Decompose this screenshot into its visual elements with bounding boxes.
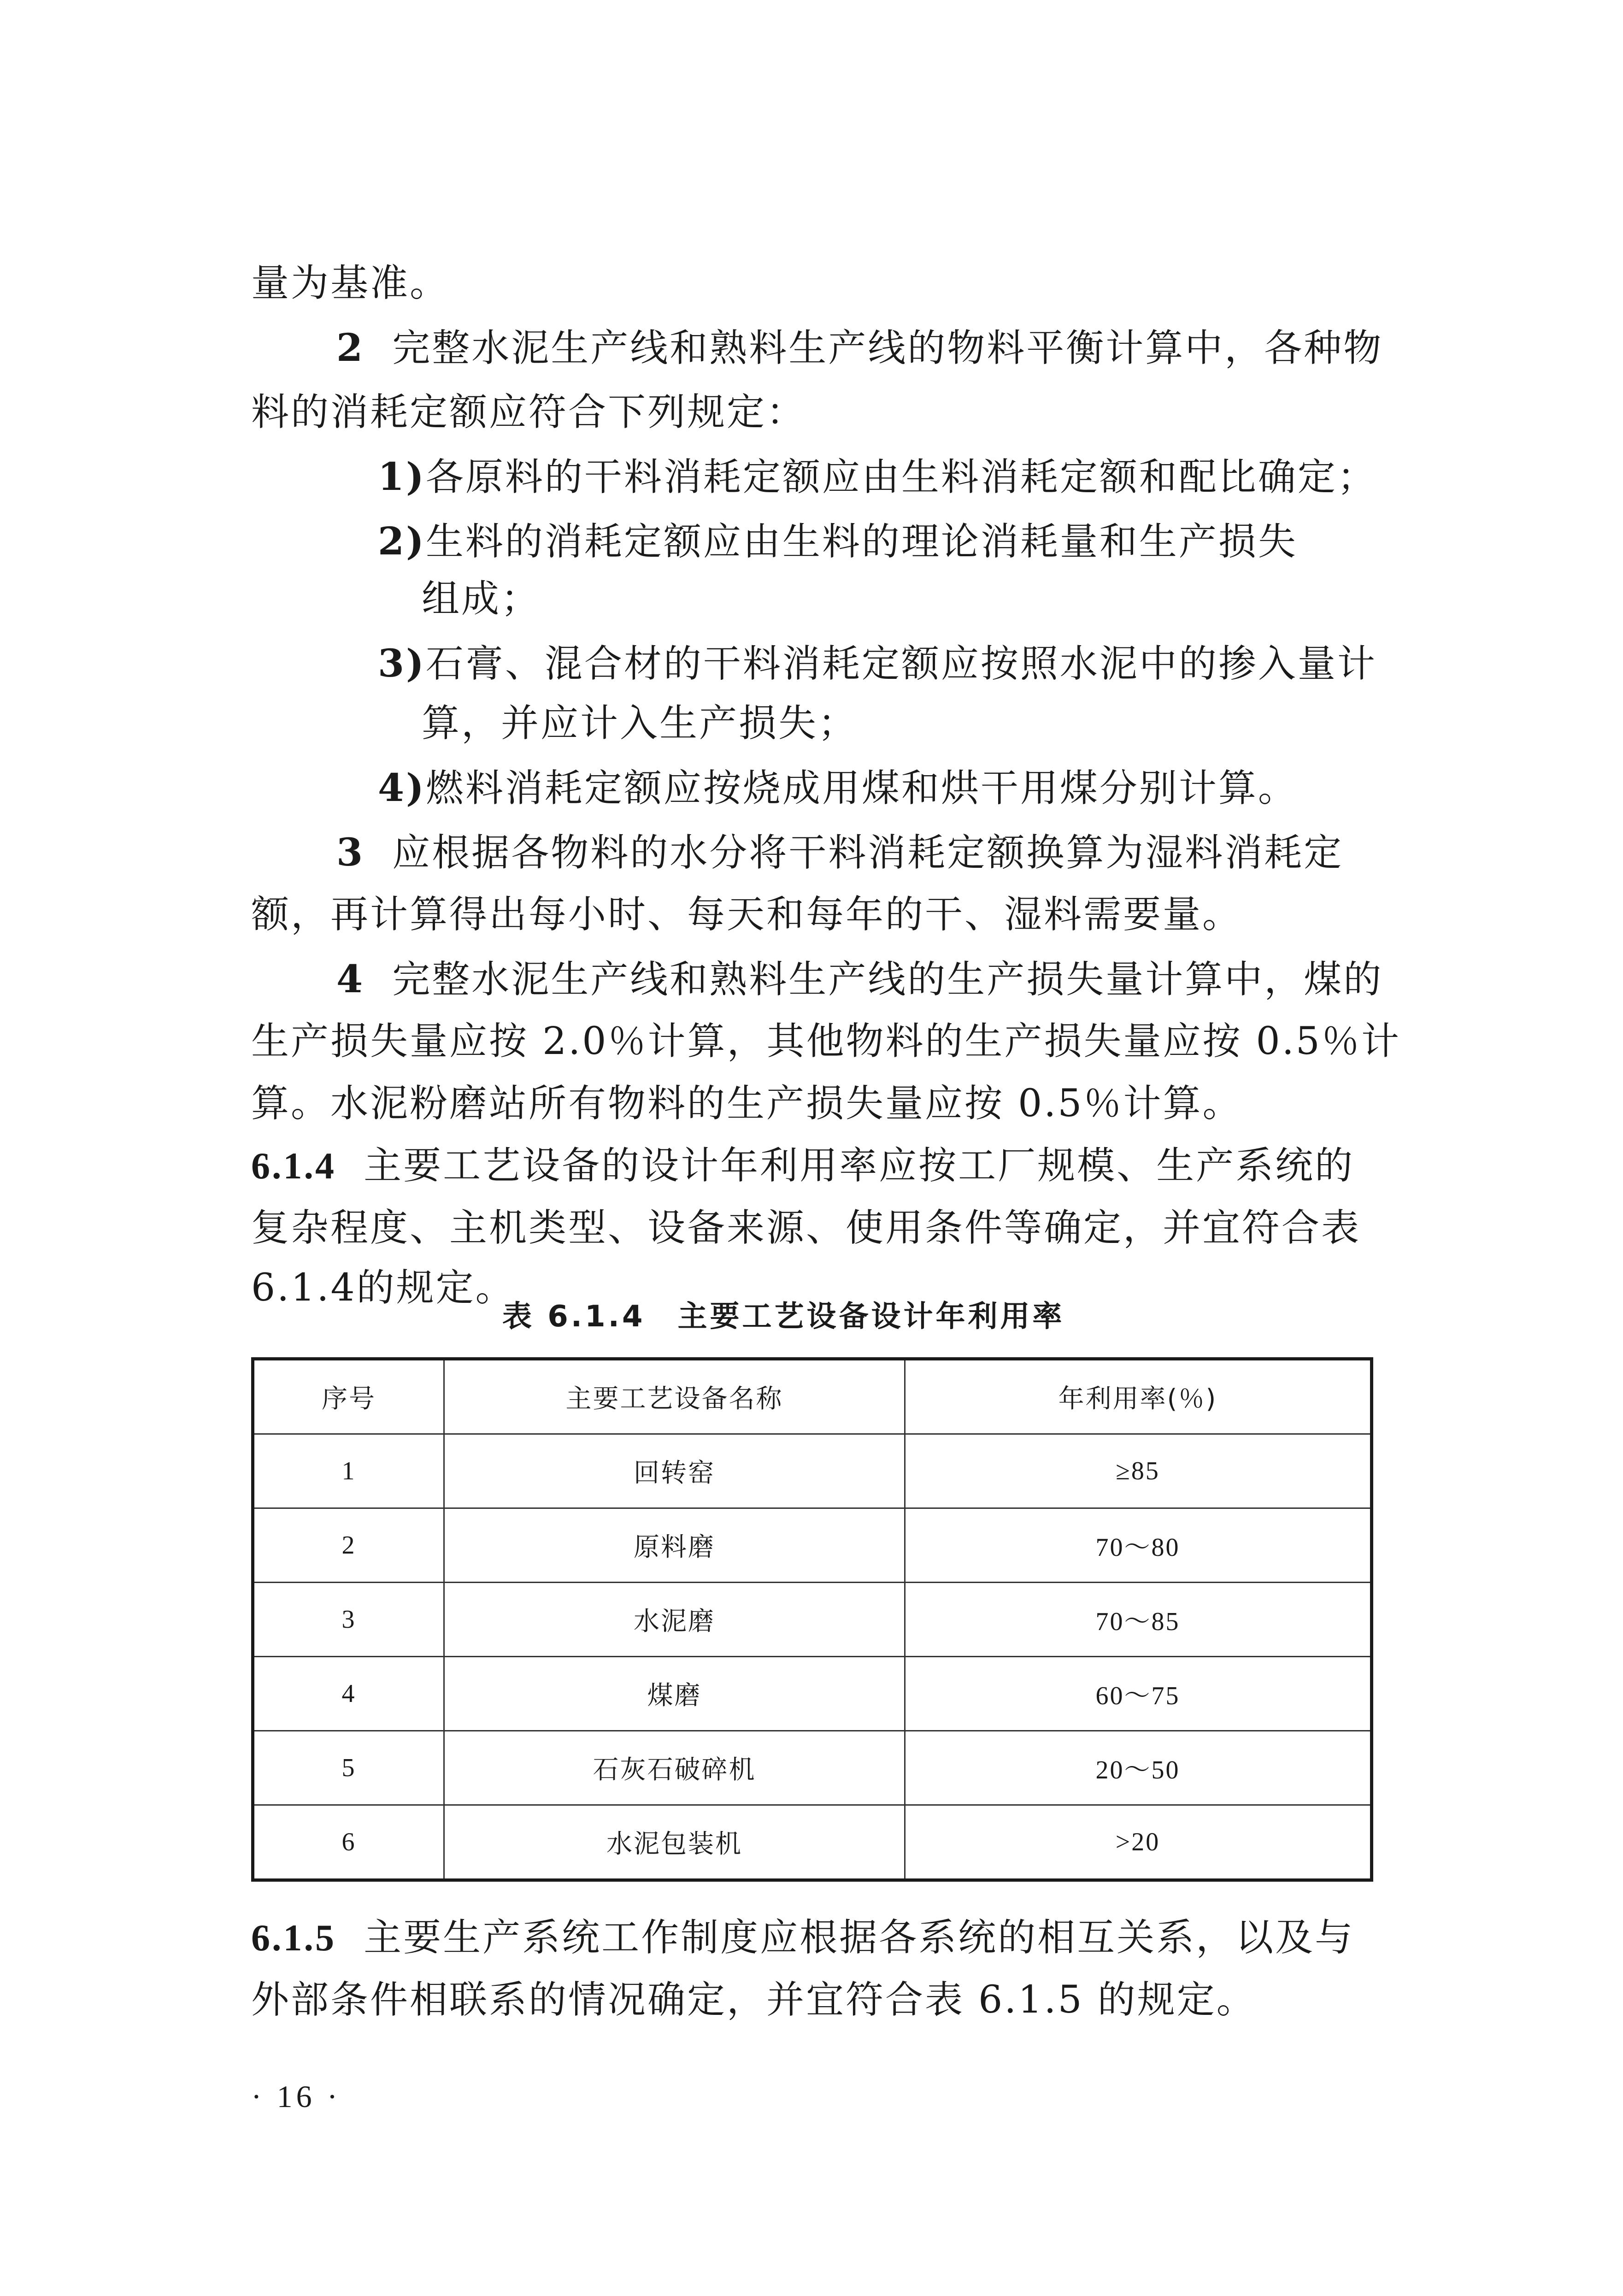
table-row bbox=[253, 1583, 1372, 1657]
cell-equipment: 煤磨 bbox=[444, 1657, 905, 1731]
cell-utilization: 60～75 bbox=[905, 1657, 1372, 1731]
cell-serial: 4 bbox=[253, 1657, 444, 1731]
clause-4-line-3: 算。水泥粉磨站所有物料的生产损失量应按 0.5％计算。 bbox=[251, 1082, 1242, 1125]
header-serial: 序号 bbox=[253, 1359, 444, 1434]
clause-4-line-2: 生产损失量应按 2.0％计算，其他物料的生产损失量应按 0.5％计 bbox=[251, 1019, 1401, 1063]
item-2-line-2: 组成； bbox=[422, 577, 541, 621]
table-row bbox=[253, 1434, 1372, 1508]
cell-serial: 2 bbox=[253, 1508, 444, 1583]
section-6-1-4-line-3: 6.1.4的规定。 bbox=[251, 1266, 515, 1310]
table-caption: 表 6.1.4 主要工艺设备设计年利用率 bbox=[502, 1300, 1065, 1334]
cell-utilization: >20 bbox=[905, 1805, 1372, 1880]
clause-3-line-2: 额，再计算得出每小时、每天和每年的干、湿料需要量。 bbox=[251, 893, 1242, 936]
section-6-1-5-line-1: 6.1.5 主要生产系统工作制度应根据各系统的相互关系，以及与 bbox=[251, 1916, 1355, 1960]
section-6-1-5-line-2: 外部条件相联系的情况确定，并宜符合表 6.1.5 的规定。 bbox=[251, 1978, 1256, 2022]
header-utilization: 年利用率(％) bbox=[905, 1359, 1372, 1434]
item-2-line-1: 2)生料的消耗定额应由生料的理论消耗量和生产损失 bbox=[378, 519, 1298, 564]
page-number: · 16 · bbox=[251, 2079, 341, 2114]
section-6-1-4-line-2: 复杂程度、主机类型、设备来源、使用条件等确定，并宜符合表 bbox=[251, 1206, 1361, 1250]
header-equipment: 主要工艺设备名称 bbox=[444, 1359, 905, 1434]
cell-serial: 6 bbox=[253, 1805, 444, 1880]
cell-equipment: 水泥包装机 bbox=[444, 1805, 905, 1880]
cell-utilization: ≥85 bbox=[905, 1434, 1372, 1508]
cell-equipment: 石灰石破碎机 bbox=[444, 1731, 905, 1805]
utilization-table bbox=[251, 1357, 1373, 1882]
table-header-row bbox=[253, 1359, 1372, 1434]
cell-utilization: 70～80 bbox=[905, 1508, 1372, 1583]
table-row bbox=[253, 1657, 1372, 1731]
clause-3-line-1: 3 应根据各物料的水分将干料消耗定额换算为湿料消耗定 bbox=[336, 830, 1344, 875]
cell-equipment: 水泥磨 bbox=[444, 1583, 905, 1657]
cell-serial: 1 bbox=[253, 1434, 444, 1508]
table-row bbox=[253, 1508, 1372, 1583]
item-4: 4)燃料消耗定额应按烧成用煤和烘干用煤分别计算。 bbox=[378, 766, 1298, 810]
clause-2-line-1: 2 完整水泥生产线和熟料生产线的物料平衡计算中，各种物 bbox=[336, 326, 1383, 370]
text-line: 量为基准。 bbox=[251, 261, 450, 305]
table-row bbox=[253, 1805, 1372, 1880]
cell-equipment: 原料磨 bbox=[444, 1508, 905, 1583]
cell-utilization: 70～85 bbox=[905, 1583, 1372, 1657]
section-6-1-4-line-1: 6.1.4 主要工艺设备的设计年利用率应按工厂规模、生产系统的 bbox=[251, 1144, 1355, 1188]
item-1: 1)各原料的干料消耗定额应由生料消耗定额和配比确定； bbox=[378, 455, 1377, 499]
cell-serial: 5 bbox=[253, 1731, 444, 1805]
cell-equipment: 回转窑 bbox=[444, 1434, 905, 1508]
table-row bbox=[253, 1731, 1372, 1805]
cell-serial: 3 bbox=[253, 1583, 444, 1657]
item-3-line-1: 3)石膏、混合材的干料消耗定额应按照水泥中的掺入量计 bbox=[378, 642, 1377, 686]
cell-utilization: 20～50 bbox=[905, 1731, 1372, 1805]
item-3-line-2: 算，并应计入生产损失； bbox=[422, 701, 858, 745]
clause-4-line-1: 4 完整水泥生产线和熟料生产线的生产损失量计算中，煤的 bbox=[336, 957, 1383, 1001]
clause-2-line-2: 料的消耗定额应符合下列规定： bbox=[251, 390, 806, 434]
